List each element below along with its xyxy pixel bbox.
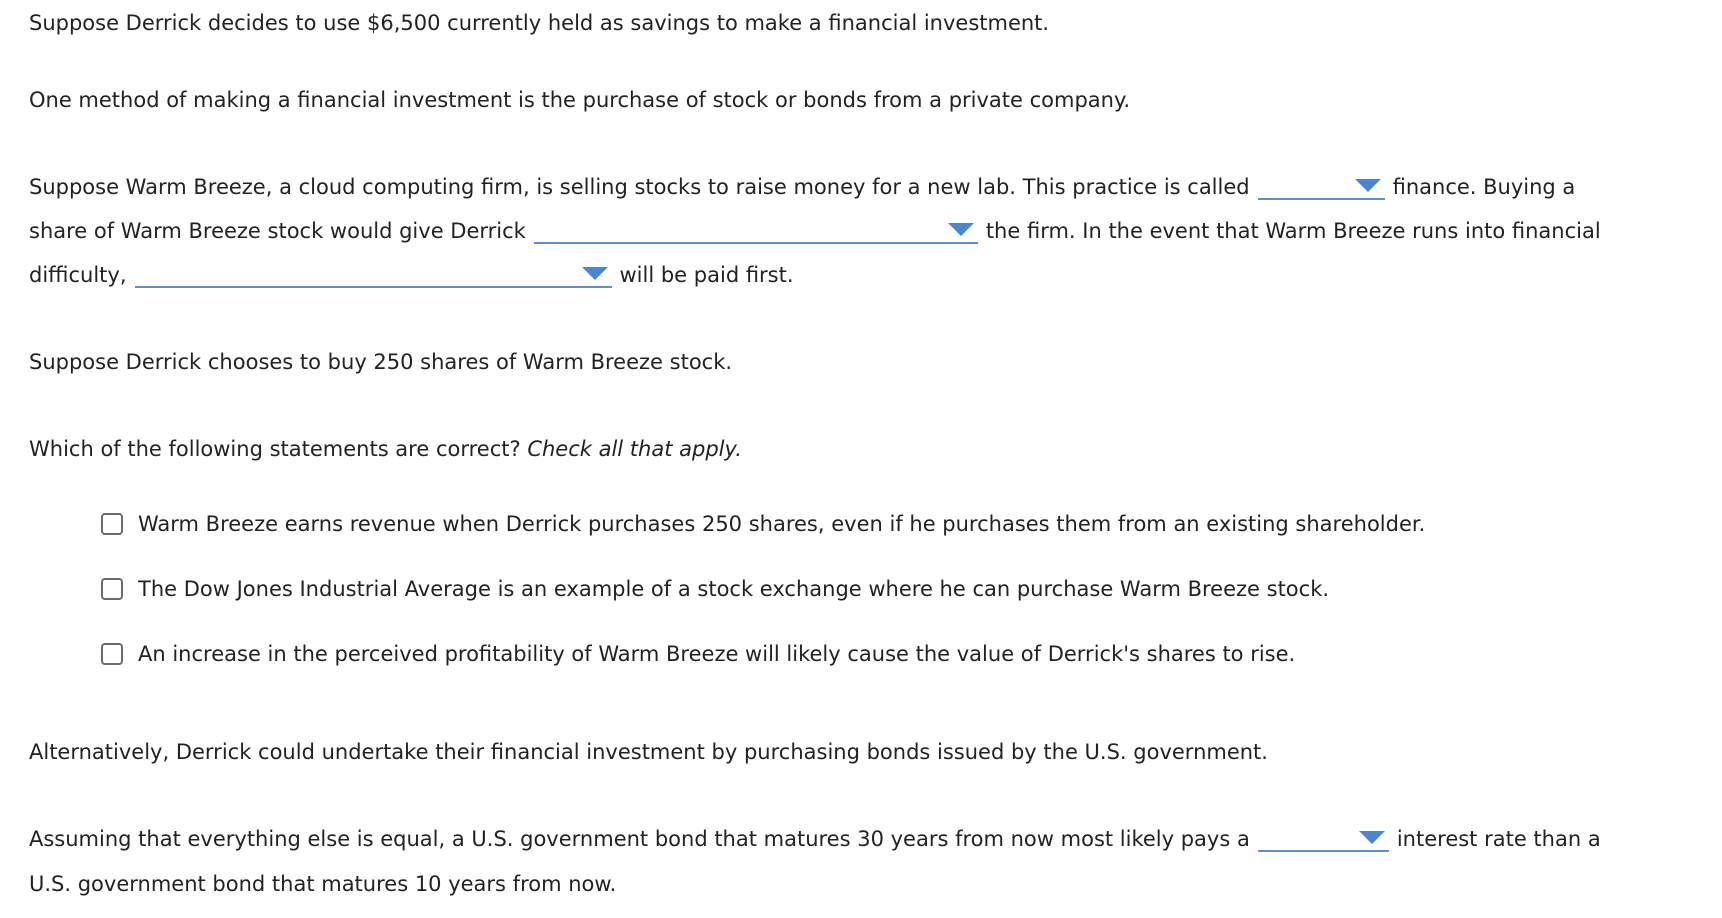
chevron-down-icon[interactable] [1355, 179, 1381, 192]
bond-question-line-1 [29, 826, 1601, 852]
question-text: Suppose Warm Breeze, a cloud computing firm, is selling stocks to raise money for a new lab. This practice is called [29, 175, 1250, 199]
statement-option-3[interactable] [101, 641, 1295, 667]
paid-first-dropdown[interactable] [135, 262, 612, 288]
finance-type-dropdown[interactable] [1258, 174, 1385, 200]
question-text: interest rate than a [1396, 827, 1601, 851]
question-text: will be paid first. [619, 263, 794, 287]
bonds-paragraph: Alternatively, Derrick could undertake their financial investment by purchasing bonds issued by the U.S. government. [29, 740, 1268, 764]
chevron-down-icon[interactable] [582, 267, 608, 280]
check-all-prompt [29, 436, 742, 462]
question-text: difficulty, [29, 263, 127, 287]
interest-rate-dropdown[interactable] [1258, 826, 1389, 852]
chevron-down-icon[interactable] [948, 223, 974, 236]
question-line-1 [29, 174, 1575, 200]
shares-paragraph: Suppose Derrick chooses to buy 250 shares of Warm Breeze stock. [29, 350, 733, 374]
statement-label[interactable]: Warm Breeze earns revenue when Derrick purchases 250 shares, even if he purchases them from an existing shareholder. [138, 512, 1426, 536]
question-text: the firm. In the event that Warm Breeze runs into financial [985, 219, 1601, 243]
intro-paragraph: Suppose Derrick decides to use $6,500 currently held as savings to make a financial investment. [29, 11, 1050, 35]
statement-label[interactable]: An increase in the perceived profitability of Warm Breeze will likely cause the value of Derrick's shares to rise. [138, 642, 1296, 666]
checkbox[interactable] [101, 513, 123, 535]
prompt-instruction: Check all that apply. [527, 437, 742, 461]
checkbox[interactable] [101, 643, 123, 665]
question-text: share of Warm Breeze stock would give Derrick [29, 219, 526, 243]
method-paragraph: One method of making a financial investment is the purchase of stock or bonds from a private company. [29, 88, 1131, 112]
question-text: Assuming that everything else is equal, a U.S. government bond that matures 30 years from now most likely pays a [29, 827, 1250, 851]
statement-option-1[interactable] [101, 511, 1425, 537]
question-line-2 [29, 218, 1601, 244]
bond-question-line-2: U.S. government bond that matures 10 years from now. [29, 872, 617, 896]
checkbox[interactable] [101, 578, 123, 600]
chevron-down-icon[interactable] [1359, 831, 1385, 844]
statement-label[interactable]: The Dow Jones Industrial Average is an example of a stock exchange where he can purchase Warm Breeze stock. [138, 577, 1330, 601]
statement-option-2[interactable] [101, 576, 1329, 602]
question-line-3 [29, 262, 794, 288]
question-text: finance. Buying a [1392, 175, 1576, 199]
prompt-text: Which of the following statements are correct? [29, 437, 521, 461]
ownership-dropdown[interactable] [534, 218, 978, 244]
